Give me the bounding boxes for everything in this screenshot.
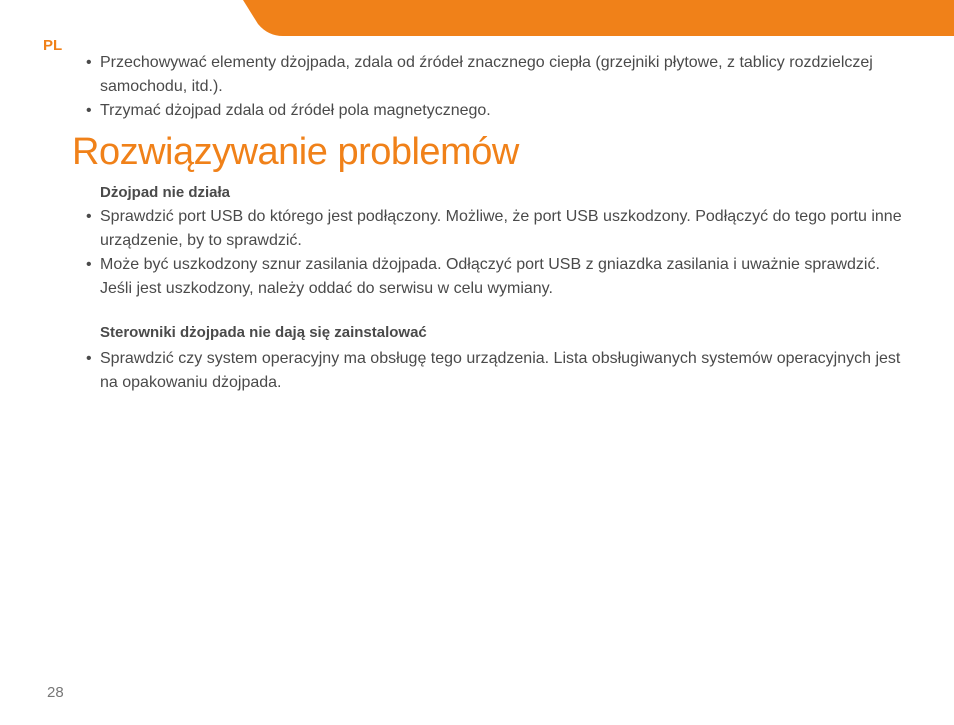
bullet-icon: • — [86, 350, 92, 367]
list-item — [86, 347, 906, 395]
subsection-bullet-list — [86, 347, 906, 395]
subsection-heading: Sterowniki dżojpada nie dają się zainstalować — [100, 324, 427, 341]
list-item-text: Może być uszkodzony sznur zasilania dżojpada. Odłączyć port USB z gniazdka zasilania i uważnie sprawdzić. Jeśli jest uszkodzony, należy oddać do serwisu w celu wymiany. — [100, 256, 880, 297]
header-accent-shape — [0, 0, 954, 36]
subsection-bullet-list — [86, 205, 906, 301]
list-item-text: Przechowywać elementy dżojpada, zdala od źródeł znacznego ciepła (grzejniki płytowe, z tablicy rozdzielczej samochodu, itd.). — [100, 54, 873, 95]
list-item — [86, 99, 906, 123]
list-item-text: Sprawdzić port USB do którego jest podłączony. Możliwe, że port USB uszkodzony. Podłączyć do tego portu inne urządzenie, by to sprawdzić. — [100, 208, 902, 249]
list-item-text: Sprawdzić czy system operacyjny ma obsługę tego urządzenia. Lista obsługiwanych systemów operacyjnych jest na opakowaniu dżojpada. — [100, 350, 901, 391]
language-tag: PL — [43, 37, 63, 54]
list-item — [86, 51, 906, 99]
bullet-icon: • — [86, 102, 92, 119]
bullet-icon: • — [86, 54, 92, 71]
page-number: 28 — [47, 684, 64, 701]
subsection-heading: Dżojpad nie działa — [100, 184, 231, 201]
list-item — [86, 205, 906, 253]
list-item — [86, 253, 906, 301]
intro-bullet-list — [86, 51, 906, 123]
bullet-icon: • — [86, 208, 92, 225]
bullet-icon: • — [86, 256, 92, 273]
header-accent-band — [0, 0, 954, 36]
section-title: Rozwiązywanie problemów — [72, 131, 519, 173]
list-item-text: Trzymać dżojpad zdala od źródeł pola magnetycznego. — [100, 102, 491, 119]
